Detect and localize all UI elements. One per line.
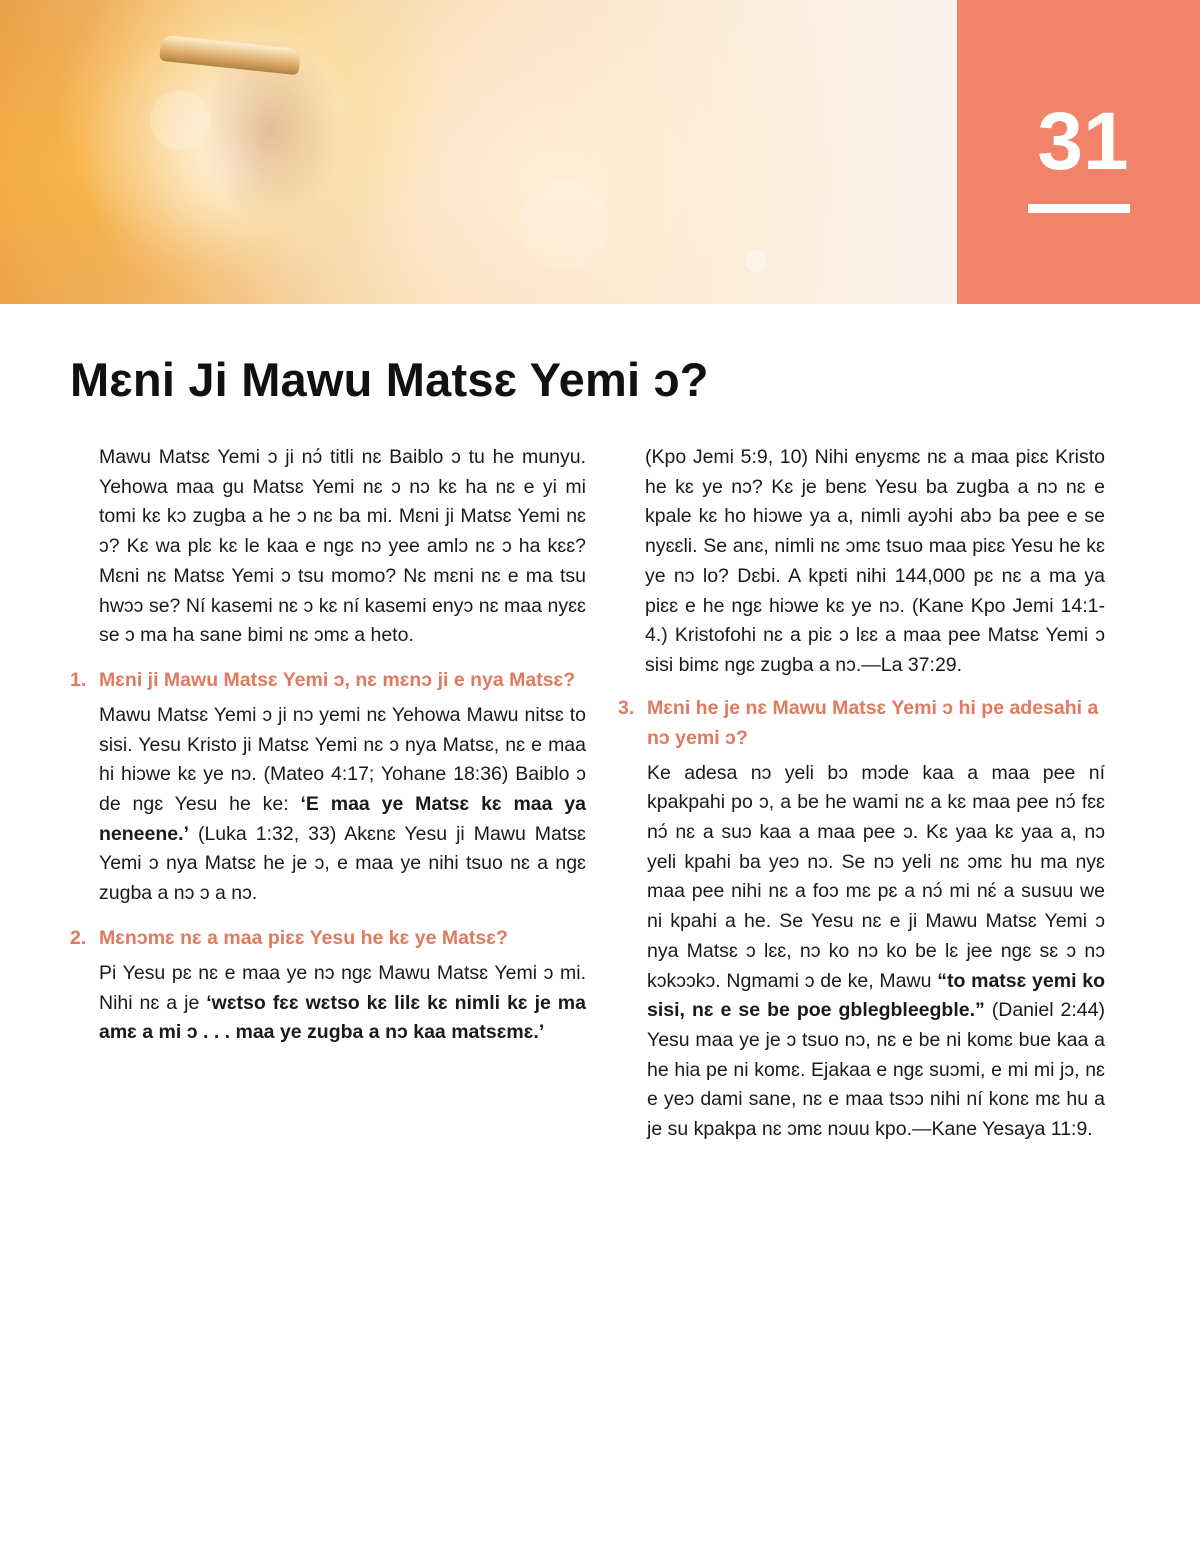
scripture-quote: ‘E maa ye Matsɛ kɛ maa ya neneene.’: [99, 793, 586, 845]
question-2: [70, 923, 586, 953]
answer-text: (Kpo Jemi 5:9, 10) Nihi enyɛmɛ nɛ a maa piɛɛ Kristo he kɛ ye nɔ? Kɛ je benɛ Yesu ba zugba a nɔ nɛ e kpale kɛ ho hiɔwe ya a, nimli ayɔhi abɔ ba pee e se nyɛɛli. Se anɛ, nimli nɛ ɔmɛ tsuo maa piɛɛ Yesu he kɛ ye nɔ lo? Dɛbi. A kpɛti nihi 144,000 pɛ nɛ a ma ya piɛɛ e he ngɛ hiɔwe kɛ ye nɔ. (Kane Kpo Jemi 14:1-4.) Kristofohi nɛ a piɛ ɔ lɛɛ a maa pee Matsɛ Yemi ɔ sisi bimɛ ngɛ zugba a nɔ.—La 37:29.: [645, 446, 1105, 676]
intro-paragraph: Mawu Matsɛ Yemi ɔ ji nɔ́ titli nɛ Baiblo ɔ tu he munyu. Yehowa maa gu Matsɛ Yemi nɛ ɔ nɔ kɛ ha nɛ e yi mi tomi kɛ kɔ zugba a he ɔ nɛ ba mi. Mɛni ji Matsɛ Yemi nɛ ɔ? Kɛ wa plɛ kɛ le kaa e ngɛ nɔ yee amlɔ nɛ ɔ ha kɛɛ? Mɛni nɛ Matsɛ Yemi ɔ tsu momo? Nɛ mɛni nɛ e ma tsu hwɔɔ se? Ní kasemi nɛ ɔ kɛ ní kasemi enyɔ nɛ maa nyɛɛ se ɔ ma ha sane bimi nɛ ɔmɛ a heto.: [99, 446, 586, 647]
light-flare: [150, 90, 210, 150]
answer-2-paragraph: [70, 959, 586, 1048]
answer-2-continuation: [618, 443, 1105, 681]
left-column: [70, 443, 586, 1062]
chapter-underline: [1028, 204, 1130, 213]
right-column: [618, 443, 1105, 1159]
scripture-quote: ‘wɛtso fɛɛ wɛtso kɛ lilɛ kɛ nimli kɛ je ma amɛ a mi ɔ . . . maa ye zugba a nɔ kaa matsɛmɛ.’: [99, 991, 586, 1044]
answer-3-paragraph: [618, 759, 1105, 1145]
question-text: Mɛnɔmɛ nɛ a maa piɛɛ Yesu he kɛ ye Matsɛ?: [99, 926, 508, 949]
question-number: 3.: [618, 696, 635, 719]
question-text: Mɛni he je nɛ Mawu Matsɛ Yemi ɔ hi pe adesahi a nɔ yemi ɔ?: [647, 696, 1099, 749]
light-flare: [745, 250, 767, 272]
question-number: 2.: [70, 926, 87, 949]
chapter-badge: [957, 0, 1200, 304]
question-3: [618, 693, 1105, 753]
answer-text: (Daniel 2:44) Yesu maa ye je ɔ tsuo nɔ, nɛ e be ni komɛ bue kaa a he hia pe ni komɛ. Ejakaa e ngɛ suɔmi, e mi mi jɔ, nɛ e yeɔ dami sane, nɛ e maa tsɔɔ nihi ní konɛ mɛ hu a je su kpakpa nɛ ɔmɛ nɔuu kpo.—Kane Yesaya 11:9.: [647, 999, 1105, 1141]
chapter-number: 31: [1037, 96, 1129, 187]
question-text: Mɛni ji Mawu Matsɛ Yemi ɔ, nɛ mɛnɔ ji e nya Matsɛ?: [99, 668, 576, 691]
question-1: [70, 665, 586, 695]
light-flare: [520, 180, 610, 270]
page-title: Mɛni Ji Mawu Matsɛ Yemi ɔ?: [70, 353, 709, 406]
scripture-quote: “to matsɛ yemi ko sisi, nɛ e se be poe gblegbleegble.”: [647, 969, 1106, 1022]
answer-text: Ke adesa nɔ yeli bɔ mɔde kaa a maa pee ní kpakpahi po ɔ, a be he wami nɛ a kɛ maa pee nɔ́ fɛɛ nɔ́ nɛ a suɔ kaa a maa pee ɔ. Kɛ yaa kɛ yaa a, nɔ yeli kpahi ba yeɔ nɔ. Se nɔ yeli nɛ ɔmɛ hu ma nyɛ maa pee nihi nɛ a foɔ mɛ pɛ a nɔ́ mi nɛ́ a susuu we ni kpahi a he. Se Yesu nɛ e ji Mawu Matsɛ Yemi ɔ nya Matsɛ ɔ lɛɛ, nɔ ko nɔ ko be lɛ jee ngɛ sɛ ɔ nɔ kɔkɔɔkɔ. Ngmami ɔ de ke, Mawu: [647, 761, 1105, 992]
header-illustration: [0, 0, 957, 304]
answer-text: (Luka 1:32, 33) Akɛnɛ Yesu ji Mawu Matsɛ Yemi ɔ nya Matsɛ he je ɔ, e maa ye nihi tsuo nɛ a ngɛ zugba a nɔ ɔ a nɔ.: [99, 822, 586, 905]
answer-text: Mawu Matsɛ Yemi ɔ ji nɔ yemi nɛ Yehowa Mawu nitsɛ to sisi. Yesu Kristo ji Matsɛ Yemi nɛ ɔ nya Matsɛ, nɛ e maa hi hiɔwe kɛ ye nɔ. (Mateo 4:17; Yohane 18:36) Baiblo ɔ de ngɛ Yesu he ke:: [99, 703, 586, 816]
answer-text: Pi Yesu pɛ nɛ e maa ye nɔ ngɛ Mawu Matsɛ Yemi ɔ mi. Nihi nɛ a je: [99, 961, 586, 1014]
question-number: 1.: [70, 668, 87, 691]
answer-1-paragraph: [70, 701, 586, 909]
